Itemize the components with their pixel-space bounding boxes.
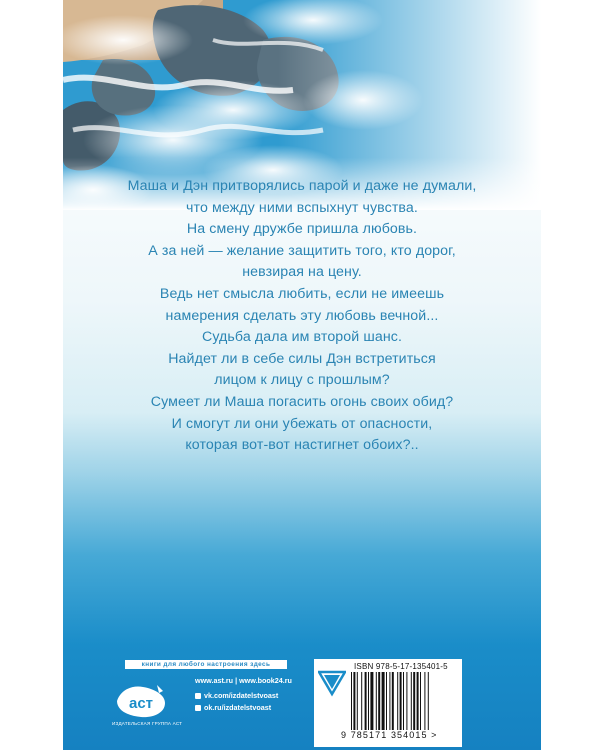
- logo-text: аст: [128, 695, 154, 712]
- book-back-cover: [63, 0, 541, 750]
- blurb-line: невзирая на цену.: [242, 264, 362, 281]
- tagline: книги для любого настроения здесь: [125, 660, 287, 669]
- blurb-line: Сумеет ли Маша погасить огонь своих обид?: [150, 393, 454, 410]
- blurb-line: которая вот-вот настигнет обоих?..: [185, 437, 419, 454]
- blurb-line: На смену дружбе пришла любовь.: [186, 221, 418, 238]
- ok-link: ok.ru/izdatelstvoast: [204, 703, 272, 712]
- blurb-line: лицом к лицу с прошлым?: [214, 372, 390, 389]
- blurb-line: Ведь нет смысла любить, если не имеешь: [159, 285, 445, 302]
- vk-link: vk.com/izdatelstvoast: [204, 691, 279, 700]
- ok-icon: [195, 705, 201, 711]
- barcode-panel: [314, 659, 462, 747]
- ast-logo: [113, 681, 169, 721]
- barcode-icon: [350, 672, 456, 730]
- publisher-links: [195, 675, 292, 714]
- blurb-line: Судьба дала им второй шанс.: [201, 329, 402, 346]
- blurb-line: Маша и Дэн притворялись парой и даже не думали,: [127, 178, 477, 194]
- isbn-text: ISBN 978-5-17-135401-5: [354, 662, 448, 671]
- websites: www.ast.ru | www.book24.ru: [195, 676, 292, 685]
- blurb-line: намерения сделать эту любовь вечной...: [165, 307, 439, 324]
- barcode-digits: 9 785171 354015 >: [341, 730, 438, 740]
- publisher-name: ИЗДАТЕЛЬСКАЯ ГРУППА АСТ: [112, 721, 183, 726]
- annotation-text: [63, 176, 541, 457]
- blurb-line: что между ними вспыхнут чувства.: [186, 199, 418, 216]
- vk-icon: [195, 693, 201, 699]
- blurb-line: А за ней — желание защитить того, кто дорог,: [148, 242, 456, 259]
- blurb-line: Найдет ли в себе силы Дэн встретиться: [168, 350, 436, 367]
- blurb-line: И смогут ли они убежать от опасности,: [171, 415, 433, 432]
- publisher-footer: [63, 655, 541, 750]
- v-mark-icon: [318, 669, 346, 697]
